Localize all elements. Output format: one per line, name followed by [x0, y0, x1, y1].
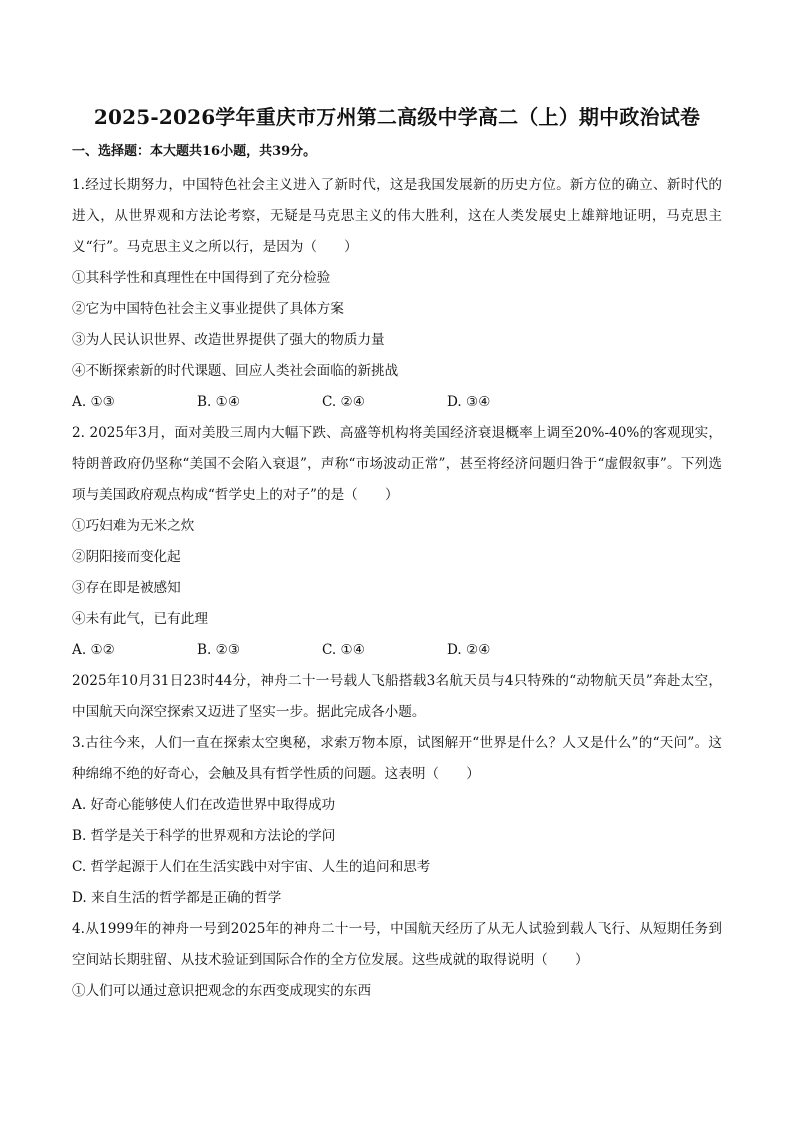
question-stem: 4.从1999年的神舟一号到2025年的神舟二十一号，中国航天经历了从无人试验到载人飞行、从短期任务到空间站长期驻留、从技术验证到国际合作的全方位发展。这些成就的取得说明（ ） — [72, 921, 722, 968]
question-stem: 2. 2025年3月，面对美股三周内大幅下跌、高盛等机构将美国经济衰退概率上调至20%-40%的客观现实，特朗普政府仍坚称“美国不会陷入衰退”，声称“市场波动正常”，甚至将经济问题归咎于“虚假叙事”。下列选项与美国政府观点构成“哲学史上的对子”的是（ ） — [72, 425, 722, 503]
statement-item: ③为人民认识世界、改造世界提供了强大的物质力量 — [72, 332, 385, 348]
option-c: C. ②④ — [322, 394, 365, 410]
statement-item: ④未有此气，已有此理 — [72, 611, 208, 627]
option-c: C. 哲学起源于人们在生活实践中对宇宙、人生的追问和思考 — [72, 859, 431, 875]
material-passage: 2025年10月31日23时44分，神舟二十一号载人飞船搭载3名航天员与4只特殊的“动物航天员”奔赴太空，中国航天向深空探索又迈进了坚实一步。据此完成各小题。 — [72, 673, 722, 720]
answer-options — [72, 635, 722, 666]
option-a: A. ①③ — [72, 394, 115, 410]
statement-item: ①巧妇难为无米之炊 — [72, 518, 195, 534]
question-2 — [72, 418, 722, 666]
question-stem: 3.古往今来，人们一直在探索太空奥秘，求索万物本原，试图解开“世界是什么？人又是什么”的“天问”。这种绵绵不绝的好奇心，会触及具有哲学性质的问题。这表明（ ） — [72, 735, 722, 782]
question-1 — [72, 170, 722, 418]
statement-item: ②它为中国特色社会主义事业提供了具体方案 — [72, 301, 344, 317]
section-heading: 一、选择题：本大题共16小题，共39分。 — [72, 144, 317, 159]
option-d: D. ②④ — [447, 642, 491, 658]
option-b: B. 哲学是关于科学的世界观和方法论的学问 — [72, 828, 336, 844]
statement-item: ③存在即是被感知 — [72, 580, 181, 596]
question-4 — [72, 914, 722, 1007]
option-b: B. ②③ — [197, 642, 241, 658]
answer-options — [72, 387, 722, 418]
statement-item: ④不断探索新的时代课题、回应人类社会面临的新挑战 — [72, 363, 399, 379]
question-stem: 1.经过长期努力，中国特色社会主义进入了新时代，这是我国发展新的历史方位。新方位的确立、新时代的进入，从世界观和方法论考察，无疑是马克思主义的伟大胜利，这在人类发展史上雄辩地证明，马克思主义“行”。马克思主义之所以行，是因为（ ） — [72, 177, 722, 255]
statement-item: ②阴阳接而变化起 — [72, 549, 181, 565]
option-d: D. ③④ — [447, 394, 491, 410]
statement-item: ①其科学性和真理性在中国得到了充分检验 — [72, 270, 331, 286]
option-a: A. ①② — [72, 642, 115, 658]
option-a: A. 好奇心能够使人们在改造世界中取得成功 — [72, 797, 336, 813]
option-c: C. ①④ — [322, 642, 365, 658]
question-3 — [72, 728, 722, 914]
exam-title: 2025-2026学年重庆市万州第二高级中学高二（上）期中政治试卷 — [93, 105, 701, 129]
statement-item: ①人们可以通过意识把观念的东西变成现实的东西 — [72, 983, 372, 999]
option-d: D. 来自生活的哲学都是正确的哲学 — [72, 890, 282, 906]
option-b: B. ①④ — [197, 394, 241, 410]
